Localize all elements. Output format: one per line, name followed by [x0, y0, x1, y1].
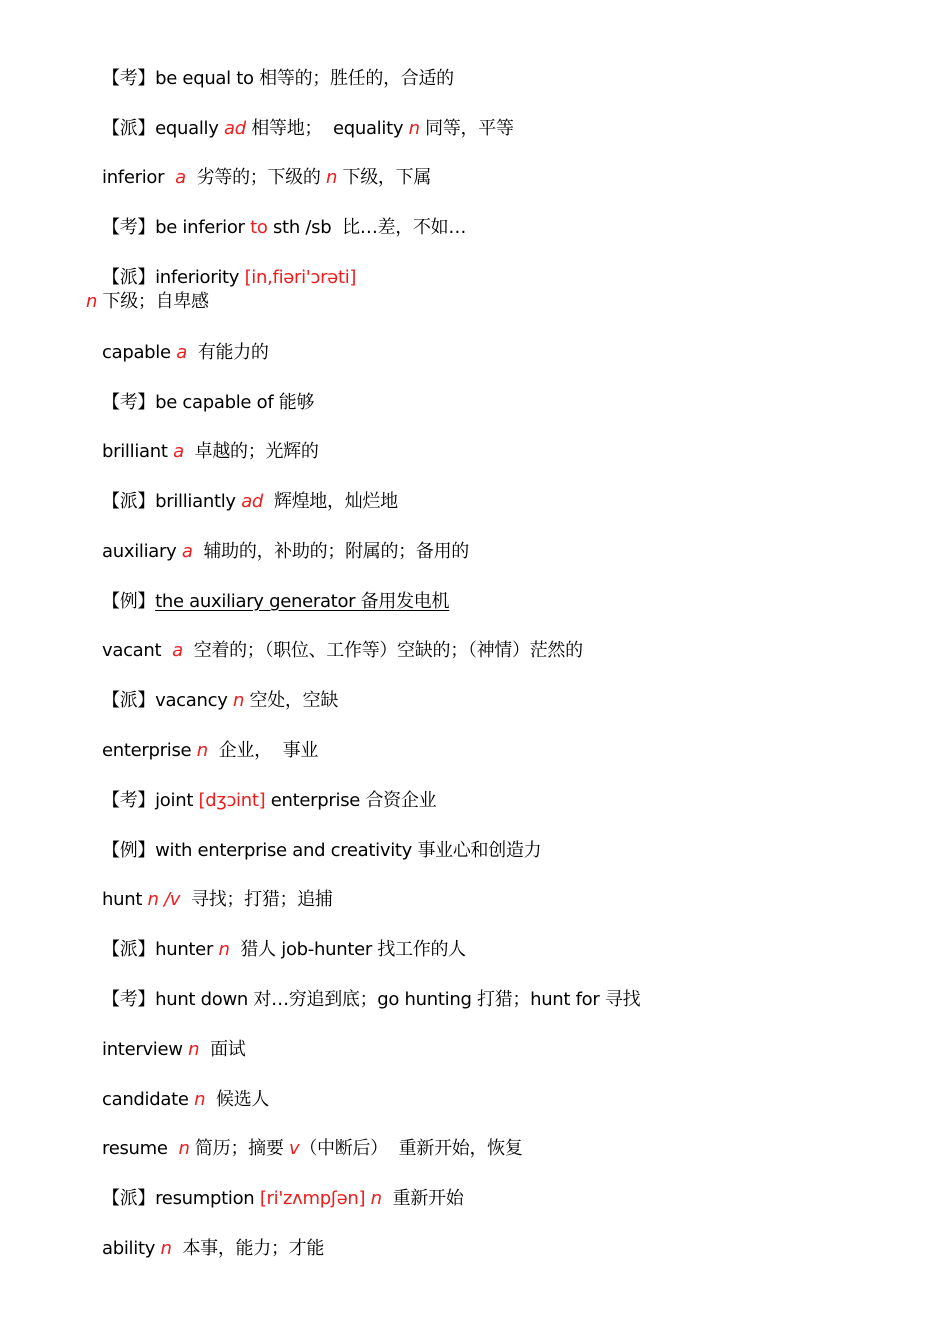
- line-text: 【派】equally: [102, 118, 225, 139]
- line-text: capable: [102, 342, 177, 363]
- vocab-line: [102, 341, 269, 365]
- vocab-line: [102, 166, 431, 190]
- line-text: ability: [102, 1238, 161, 1259]
- line-text: 同等，平等: [419, 118, 514, 139]
- line-text: 【考】be capable of 能够: [102, 392, 315, 413]
- line-text: 【派】hunter: [102, 939, 219, 960]
- line-text: 有能力的: [186, 342, 269, 363]
- part-of-speech-mark: ad: [241, 491, 264, 512]
- line-text: inferior: [102, 167, 176, 188]
- vocab-line: [86, 290, 209, 314]
- line-text: 本事，能力；才能: [171, 1238, 325, 1259]
- example-phrase: the auxiliary generator 备用发电机: [155, 591, 450, 612]
- vocab-line: [102, 1038, 245, 1062]
- line-text: 劣等的；下级的: [185, 167, 326, 188]
- vocab-line: [102, 639, 583, 663]
- part-of-speech-mark: [dʒɔint]: [198, 790, 266, 811]
- part-of-speech-mark: n: [160, 1238, 172, 1259]
- part-of-speech-mark: [in,fiəri'ɔrəti]: [244, 267, 357, 288]
- vocab-line: [102, 590, 449, 614]
- vocab-line: [102, 988, 640, 1012]
- vocab-line: [102, 117, 514, 141]
- line-text: hunt: [102, 889, 148, 910]
- part-of-speech-mark: a: [175, 167, 186, 188]
- vocab-line: [102, 739, 318, 763]
- line-text: 【考】be equal to 相等的；胜任的，合适的: [102, 68, 454, 89]
- part-of-speech-mark: n: [408, 118, 420, 139]
- part-of-speech-mark: to: [250, 217, 268, 238]
- line-text: 候选人: [205, 1089, 270, 1110]
- vocab-line: [102, 1088, 269, 1112]
- line-text: 企业， 事业: [207, 740, 319, 761]
- line-text: 空处，空缺: [244, 690, 339, 711]
- line-text: brilliant: [102, 441, 174, 462]
- vocab-line: [102, 839, 541, 863]
- line-text: enterprise 合资企业: [265, 790, 437, 811]
- part-of-speech-mark: a: [181, 541, 193, 562]
- line-text: （中断后） 重新开始，恢复: [299, 1138, 523, 1159]
- line-text: 重新开始: [381, 1188, 464, 1209]
- vocab-line: [102, 938, 466, 962]
- line-text: 【派】brilliantly: [102, 491, 242, 512]
- part-of-speech-mark: n: [194, 1089, 206, 1110]
- part-of-speech-mark: v: [288, 1138, 300, 1159]
- part-of-speech-mark: a: [176, 342, 187, 363]
- line-text: 相等地； equality: [245, 118, 409, 139]
- line-text: 【考】joint: [102, 790, 199, 811]
- vocab-line: [102, 67, 454, 91]
- part-of-speech-mark: a: [173, 441, 184, 462]
- part-of-speech-mark: n: [218, 939, 230, 960]
- line-text: 【例】: [102, 591, 156, 612]
- line-text: resume: [102, 1138, 179, 1159]
- vocab-line: [102, 689, 338, 713]
- line-text: 【考】be inferior: [102, 217, 251, 238]
- vocab-line: [102, 490, 398, 514]
- line-text: 卓越的；光辉的: [183, 441, 319, 462]
- line-text: 【派】inferiority: [102, 267, 245, 288]
- line-text: 【派】resumption: [102, 1188, 260, 1209]
- vocab-line: [102, 1237, 324, 1261]
- part-of-speech-mark: [ri'zʌmpʃən]: [259, 1188, 366, 1209]
- vocab-line: [102, 888, 333, 912]
- part-of-speech-mark: n: [370, 1188, 382, 1209]
- line-text: auxiliary: [102, 541, 182, 562]
- vocab-line: [102, 391, 314, 415]
- line-text: 【例】with enterprise and creativity 事业心和创造力: [102, 840, 542, 861]
- line-text: candidate: [102, 1089, 195, 1110]
- vocab-line: [102, 1137, 523, 1161]
- line-text: sth /sb 比…差，不如…: [267, 217, 467, 238]
- part-of-speech-mark: n: [188, 1039, 200, 1060]
- line-text: 猎人 job-hunter 找工作的人: [229, 939, 466, 960]
- vocab-line: [102, 540, 469, 564]
- line-text: interview: [102, 1039, 189, 1060]
- vocab-line: [102, 216, 466, 240]
- line-text: 下级；自卑感: [97, 291, 209, 312]
- line-text: 【派】vacancy: [102, 690, 233, 711]
- line-text: 【考】hunt down 对…穷追到底；go hunting 打猎；hunt for 寻找: [102, 989, 641, 1010]
- line-text: vacant: [102, 640, 173, 661]
- line-text: enterprise: [102, 740, 197, 761]
- part-of-speech-mark: ad: [224, 118, 246, 139]
- part-of-speech-mark: n: [233, 690, 245, 711]
- line-text: 简历；摘要: [189, 1138, 289, 1159]
- part-of-speech-mark: a: [172, 640, 183, 661]
- line-text: 面试: [199, 1039, 246, 1060]
- line-text: 辉煌地，灿烂地: [263, 491, 398, 512]
- line-text: 辅助的，补助的；附属的；备用的: [192, 541, 469, 562]
- part-of-speech-mark: n: [86, 291, 98, 312]
- part-of-speech-mark: n: [326, 167, 338, 188]
- line-text: 空着的；（职位、工作等）空缺的；（神情）茫然的: [182, 640, 583, 661]
- vocab-line: [102, 1187, 463, 1211]
- part-of-speech-mark: n /v: [147, 889, 181, 910]
- line-text: 寻找；打猎；追捕: [180, 889, 333, 910]
- part-of-speech-mark: n: [196, 740, 208, 761]
- line-text: 下级，下属: [337, 167, 432, 188]
- vocab-line: [102, 266, 356, 290]
- part-of-speech-mark: n: [178, 1138, 190, 1159]
- vocab-line: [102, 789, 436, 813]
- vocab-line: [102, 440, 319, 464]
